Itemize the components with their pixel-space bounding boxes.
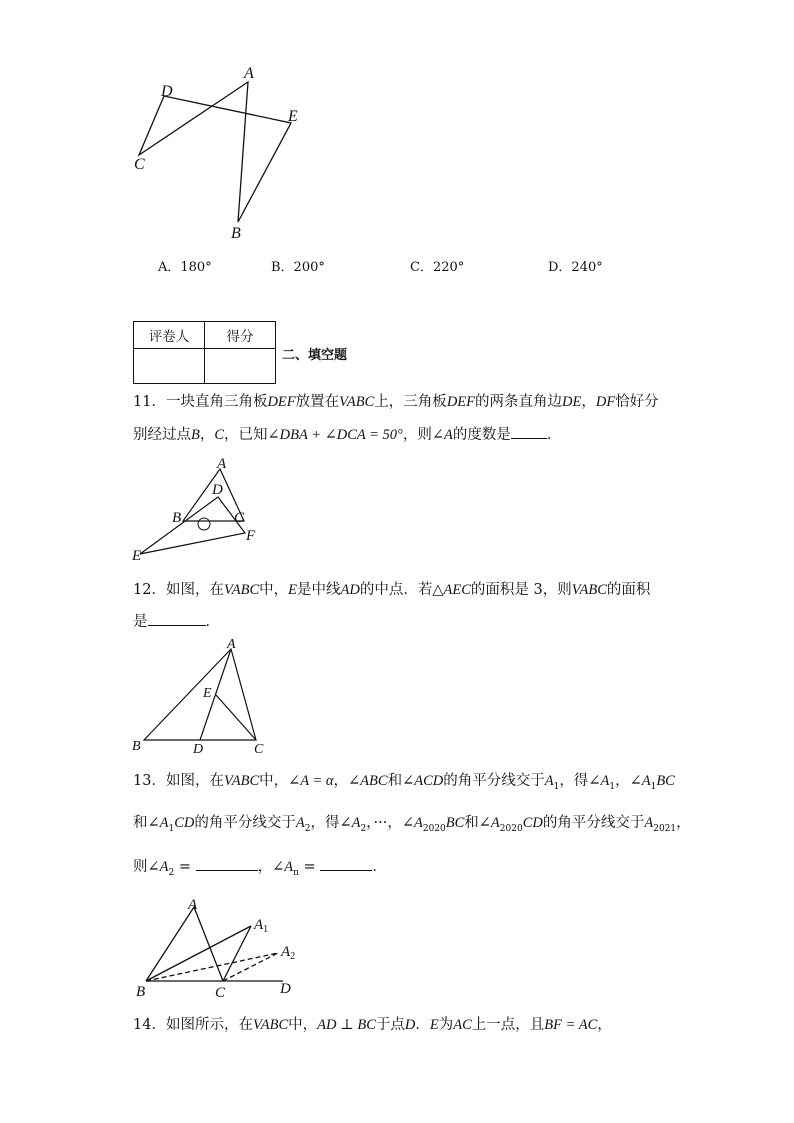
q13-subscript: 2020: [422, 823, 446, 834]
fig13-line-ba1: [146, 926, 251, 981]
q13-math: VABC: [223, 773, 260, 789]
q13-math: CD: [174, 815, 195, 831]
q13-math: A: [644, 815, 654, 831]
figure-q13: [128, 893, 313, 1005]
fig13-line-ca1: [223, 926, 251, 981]
q11-line2: [133, 424, 561, 445]
q11-text: 的两条直角边: [475, 394, 562, 410]
q11-text: ，已知: [224, 427, 268, 443]
fig11-label-c: C: [234, 510, 245, 526]
q13-line3: [133, 856, 387, 883]
q11-math: DF: [595, 394, 616, 410]
q11-text: ．: [546, 427, 562, 443]
q13-text: ．: [372, 859, 387, 875]
q13-text: 的角平分线交于: [542, 815, 645, 831]
q14-text: ．: [415, 1017, 430, 1033]
q13-math: BC: [656, 773, 675, 789]
q12-text: 中，: [259, 582, 289, 598]
fig12-triangle-abc: [144, 649, 256, 740]
fig13-triangle-abc: [146, 907, 223, 981]
q13-subscript: 2: [304, 823, 311, 834]
q13-subscript: 1: [168, 823, 175, 834]
fig11-triangle-def: [140, 497, 245, 554]
q13-line1: [133, 771, 675, 797]
section-title: 二、填空题: [282, 348, 348, 363]
q14-text: 上一点，且: [471, 1017, 545, 1033]
q11-math: ∠A: [431, 427, 453, 443]
q13-math: CD: [522, 815, 543, 831]
score-table: [133, 321, 276, 384]
fig11-label-a: A: [217, 456, 227, 472]
q11-text: 放置在: [295, 394, 340, 410]
q13-line2: [133, 813, 691, 839]
fig11-label-e: E: [132, 548, 142, 564]
q11-math: VABC: [339, 394, 375, 410]
q13-math: ∠ACD: [402, 773, 444, 789]
q13-text: 和: [387, 773, 403, 789]
q14-text: 于点: [375, 1017, 405, 1033]
score-table-score-header: 得分: [205, 322, 276, 349]
q12-text: 是: [133, 614, 148, 630]
q11-text: 别经过点: [133, 427, 191, 443]
fig10-label-b: B: [231, 225, 241, 242]
fig13-label-a1: [253, 917, 268, 935]
q11-math: DE: [562, 394, 582, 410]
q11-line1: [133, 392, 659, 412]
q14-text: 为: [438, 1017, 454, 1033]
q14-math: BF = AC: [544, 1017, 598, 1033]
q10-option-c: C．220°: [410, 260, 465, 275]
q11-math: DEF: [446, 394, 475, 410]
q13-text: ，得: [559, 773, 589, 789]
q11-math: DEF: [267, 394, 296, 410]
q11-math: ∠DBA + ∠DCA = 50°: [267, 427, 403, 443]
q13-text: =: [298, 859, 321, 875]
q14-text: 14．如图所示，在: [133, 1017, 253, 1033]
q13-text: 和: [464, 815, 479, 831]
q14-math: D: [404, 1017, 416, 1033]
q11-text: 上，三角板: [374, 394, 447, 410]
q13-math: ∠A: [147, 859, 169, 875]
q11-math: C: [214, 427, 225, 443]
fig11-label-b: B: [172, 510, 182, 526]
q13-math: ∠A: [272, 859, 294, 875]
q11-text: ，: [199, 427, 215, 443]
q12-math: VABC: [571, 582, 607, 598]
q13-subscript: 2: [168, 867, 175, 878]
q11-text: ，则: [402, 427, 432, 443]
q11-text: ，: [581, 394, 596, 410]
q11-text: 11．一块直角三角板: [133, 394, 268, 410]
q13-text: ，: [257, 859, 273, 875]
q12-math: △AEC: [432, 582, 471, 598]
score-table-score-cell: [205, 349, 276, 384]
q13-text: ，: [676, 815, 691, 831]
fig13-label-a1-letter: A: [254, 917, 264, 933]
q13-subscript: 1: [609, 781, 616, 792]
fig13-label-a1-sub: 1: [263, 924, 269, 935]
q13-text: 的角平分线交于: [443, 773, 545, 789]
fig10-label-d: D: [161, 83, 173, 100]
q13-subscript: 1: [553, 781, 560, 792]
q14-math: AD ⊥ BC: [317, 1017, 376, 1033]
q11-text: 的度数是: [452, 427, 511, 443]
q13-math: ∠A: [339, 815, 361, 831]
q12-text: 是中线: [296, 582, 341, 598]
fig13-label-b: B: [136, 984, 146, 1000]
figure-q11: [128, 453, 268, 565]
q13-text: ，···，: [366, 815, 402, 831]
q13-math: ∠ABC: [348, 773, 388, 789]
q13-text: 和: [133, 815, 148, 831]
q13-text: ，: [615, 773, 630, 789]
q13-math: ∠A: [588, 773, 610, 789]
fig12-label-e: E: [203, 686, 212, 701]
fig10-label-a: A: [244, 65, 254, 82]
figure-q10: [128, 60, 318, 245]
q13-text: 中，: [259, 773, 289, 789]
q13-subscript: 1: [650, 781, 657, 792]
q12-answer-blank[interactable]: [148, 611, 206, 626]
fig13-label-a2: [280, 944, 295, 962]
q14-text: 中，: [288, 1017, 318, 1033]
fig11-right-angle-mark: [198, 518, 210, 530]
q13-text: 则: [133, 859, 148, 875]
q14-math: VABC: [252, 1017, 289, 1033]
fig13-label-a: A: [188, 897, 198, 913]
fig10-lines: [139, 82, 291, 222]
q12-math: E: [288, 582, 297, 598]
q13-math: A: [544, 773, 554, 789]
q12-line1: [133, 580, 650, 600]
fig13-dashed-ca2: [223, 953, 278, 981]
q13-answer-blank-1[interactable]: [196, 856, 258, 871]
q13-subscript: 2: [360, 823, 367, 834]
q13-subscript: 2021: [653, 823, 677, 834]
q11-math: B: [191, 427, 200, 443]
q10-option-a: A．180°: [158, 260, 212, 275]
q13-text: 13．如图，在: [133, 773, 224, 789]
q14-line1: [133, 1015, 612, 1035]
q13-subscript: n: [293, 867, 299, 878]
q13-math: BC: [445, 815, 465, 831]
q14-text: ，: [597, 1017, 612, 1033]
q13-text: =: [174, 859, 196, 875]
q12-math: AD: [340, 582, 360, 598]
q11-text: 恰好分: [615, 394, 659, 410]
q10-option-d: D．240°: [548, 260, 603, 275]
q13-math: ∠A: [401, 815, 423, 831]
q13-math: ∠A: [147, 815, 169, 831]
q13-subscript: 2020: [499, 823, 523, 834]
q13-text: ，得: [310, 815, 340, 831]
q13-math: ∠A = α: [288, 773, 334, 789]
figure-q12: [128, 637, 278, 757]
q12-math: VABC: [223, 582, 260, 598]
q10-option-b: B．200°: [271, 260, 325, 275]
fig13-label-a2-sub: 2: [290, 951, 296, 962]
score-table-grader-cell: [134, 349, 205, 384]
q13-answer-blank-2[interactable]: [320, 856, 372, 871]
q11-answer-blank[interactable]: [511, 424, 547, 439]
fig13-label-a2-letter: A: [281, 944, 291, 960]
q12-text: 的面积: [606, 582, 651, 598]
fig10-label-c: C: [134, 156, 145, 173]
score-table-grader-header: 评卷人: [134, 322, 205, 349]
fig13-dashed-ba2: [146, 953, 278, 981]
fig12-label-b: B: [132, 739, 141, 754]
q14-math: AC: [453, 1017, 472, 1033]
q12-line2: [133, 611, 220, 632]
fig10-label-e: E: [288, 108, 298, 125]
q13-math: A: [295, 815, 305, 831]
q12-text: 的中点．若: [359, 582, 433, 598]
q14-math: E: [429, 1017, 439, 1033]
q12-text: 12．如图，在: [133, 582, 224, 598]
q13-text: 的角平分线交于: [194, 815, 296, 831]
q13-text: ，: [333, 773, 349, 789]
fig11-label-f: F: [246, 528, 256, 544]
fig12-label-a: A: [227, 637, 236, 652]
fig12-label-c: C: [254, 742, 264, 757]
fig12-label-d: D: [193, 742, 204, 757]
fig13-label-d: D: [280, 981, 291, 997]
q12-text: ．: [205, 614, 220, 630]
q13-math: ∠A: [629, 773, 651, 789]
q13-math: ∠A: [478, 815, 500, 831]
q12-text: 的面积是 3，则: [470, 582, 572, 598]
fig11-label-d: D: [212, 482, 223, 498]
fig13-label-c: C: [215, 985, 226, 1001]
